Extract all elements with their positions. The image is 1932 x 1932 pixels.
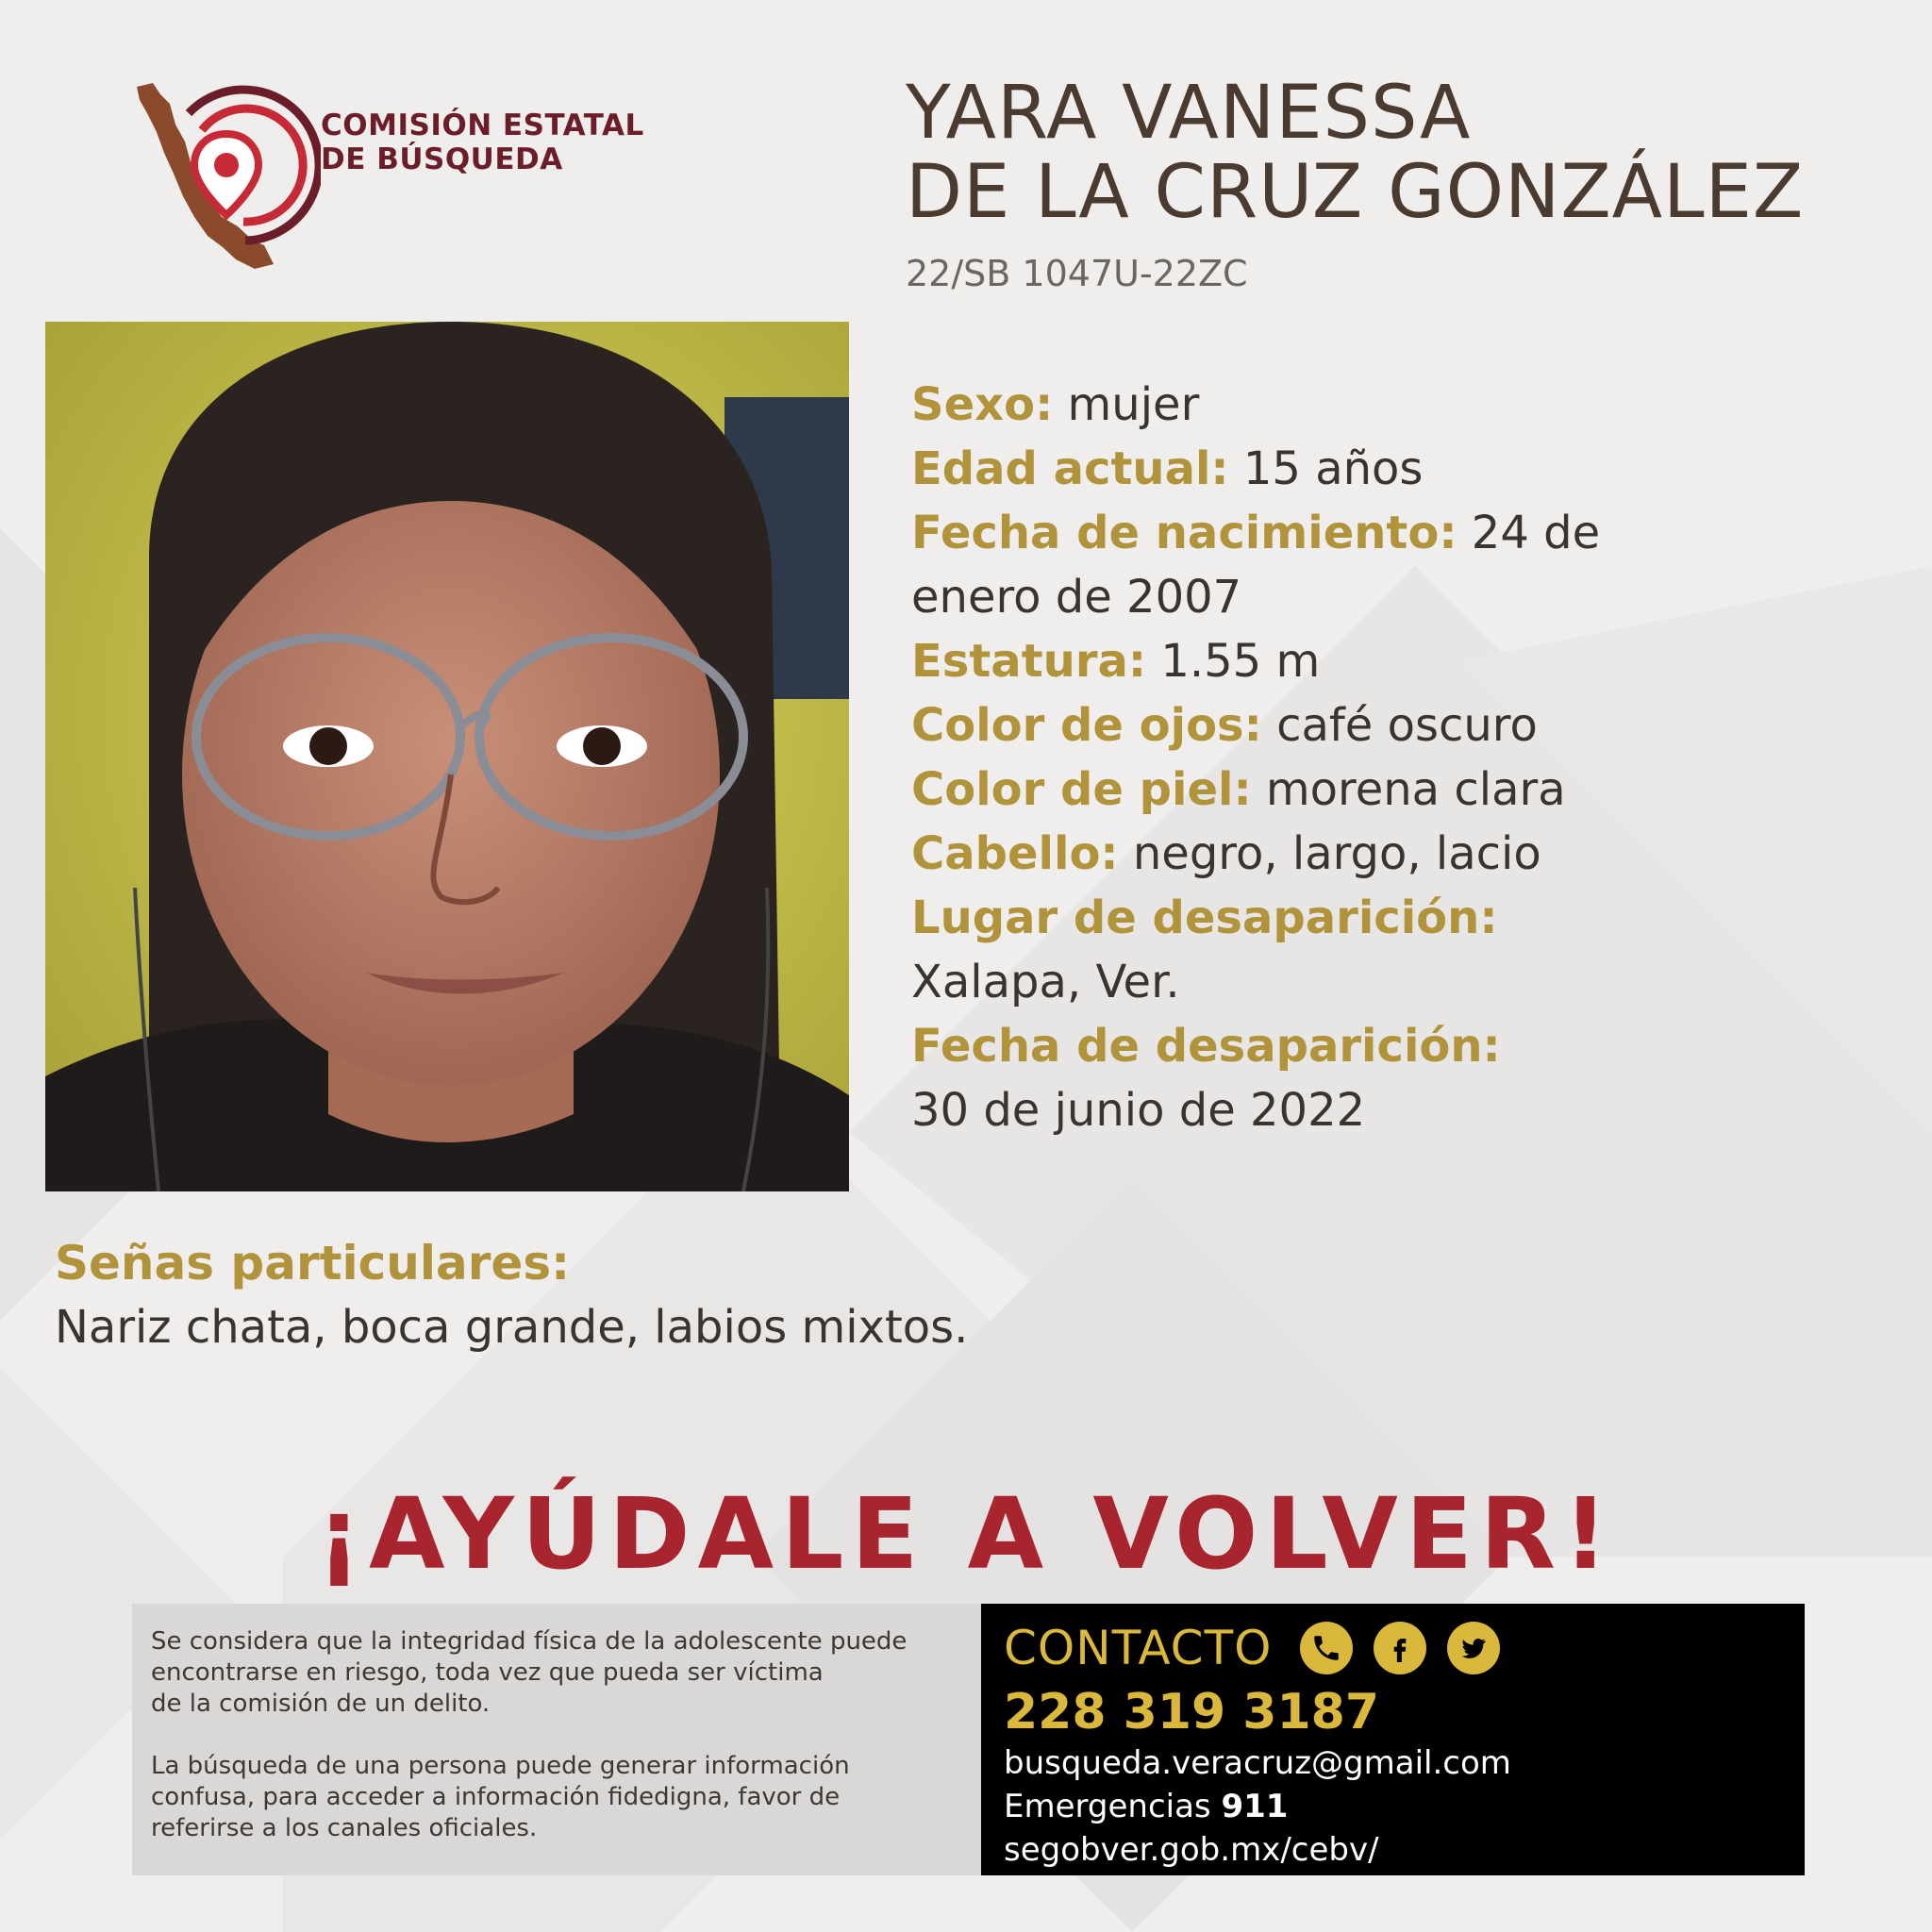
detail-lugar-value-row (911, 950, 1892, 1014)
veracruz-map-pin-icon (132, 75, 321, 274)
person-details (911, 373, 1892, 1142)
detail-lugar-label: Lugar de desaparición: (911, 891, 1498, 944)
detail-nacimiento-value-a: 24 de (1471, 507, 1601, 559)
detail-piel-label: Color de piel: (911, 763, 1252, 816)
senas-label: Señas particulares: (55, 1236, 571, 1291)
headline: ¡AYÚDALE A VOLVER! (316, 1476, 1616, 1591)
person-name-line-2: DE LA CRUZ GONZÁLEZ (906, 150, 1805, 235)
logo-line-1: COMISIÓN ESTATAL (321, 108, 644, 142)
person-name-line-1: YARA VANESSA (906, 71, 1472, 156)
detail-lugar-label-row (911, 886, 1892, 950)
contact-title: CONTACTO (1004, 1621, 1273, 1675)
detail-cabello-value: negro, largo, lacio (1132, 827, 1541, 880)
disclaimer-box (132, 1604, 981, 1875)
detail-edad (911, 437, 1892, 501)
disclaimer-paragraph-1 (151, 1626, 962, 1720)
detail-estatura (911, 629, 1892, 693)
distinguishing-marks (55, 1231, 1847, 1359)
phone-icon[interactable] (1300, 1622, 1353, 1674)
detail-piel (911, 758, 1892, 822)
contact-phone[interactable]: 228 319 3187 (1004, 1684, 1380, 1740)
detail-ojos (911, 693, 1892, 758)
detail-nacimiento-value-b: enero de 2007 (911, 571, 1242, 624)
case-folio: 22/SB 1047U-22ZC (906, 253, 1248, 294)
disclaimer-p1-line-1: Se considera que la integridad física de la adolescente puede (151, 1627, 908, 1656)
contact-box (981, 1604, 1805, 1875)
facebook-icon[interactable] (1374, 1622, 1426, 1674)
detail-sexo-value: mujer (1067, 378, 1200, 431)
logo-line-2: DE BÚSQUEDA (321, 142, 563, 176)
commission-logo (132, 75, 660, 274)
disclaimer-p1-line-3: de la comisión de un delito. (151, 1690, 491, 1718)
disclaimer-p2-line-2: confusa, para acceder a información fidedigna, favor de (151, 1783, 841, 1811)
disclaimer-p2-line-1: La búsqueda de una persona puede generar información (151, 1752, 850, 1780)
detail-estatura-label: Estatura: (911, 635, 1147, 688)
disclaimer-p1-line-2: encontrarse en riesgo, toda vez que pueda ser víctima (151, 1658, 824, 1687)
detail-nacimiento-label: Fecha de nacimiento: (911, 507, 1457, 559)
emergency-number[interactable]: 911 (1221, 1788, 1289, 1825)
detail-fecha-value: 30 de junio de 2022 (911, 1084, 1366, 1137)
detail-nacimiento (911, 501, 1892, 565)
detail-fecha-value-row (911, 1078, 1892, 1142)
detail-cabello (911, 822, 1892, 886)
detail-piel-value: morena clara (1265, 763, 1566, 816)
detail-ojos-value: café oscuro (1276, 699, 1538, 752)
detail-fecha-label-row (911, 1014, 1892, 1078)
contact-emergency (1004, 1785, 1782, 1828)
detail-sexo (911, 373, 1892, 437)
contact-email[interactable]: busqueda.veracruz@gmail.com (1004, 1744, 1511, 1782)
disclaimer-p2-line-3: referirse a los canales oficiales. (151, 1814, 538, 1842)
detail-estatura-value: 1.55 m (1160, 635, 1321, 688)
contact-header (1004, 1615, 1782, 1681)
detail-nacimiento-cont (911, 565, 1892, 629)
contact-icons (1300, 1622, 1500, 1674)
detail-fecha-label: Fecha de desaparición: (911, 1020, 1501, 1073)
detail-lugar-value: Xalapa, Ver. (911, 956, 1180, 1008)
detail-edad-value: 15 años (1242, 442, 1424, 495)
emergency-label: Emergencias (1004, 1788, 1211, 1825)
detail-cabello-label: Cabello: (911, 827, 1119, 880)
detail-ojos-label: Color de ojos: (911, 699, 1262, 752)
logo-text (321, 108, 644, 176)
detail-edad-label: Edad actual: (911, 442, 1229, 495)
senas-value: Nariz chata, boca grande, labios mixtos. (55, 1301, 969, 1354)
detail-sexo-label: Sexo: (911, 378, 1054, 431)
person-name-block (906, 71, 1906, 294)
twitter-icon[interactable] (1447, 1622, 1500, 1674)
person-photo (45, 322, 849, 1191)
disclaimer-paragraph-2 (151, 1751, 962, 1844)
contact-website[interactable]: segobver.gob.mx/cebv/ (1004, 1831, 1379, 1869)
